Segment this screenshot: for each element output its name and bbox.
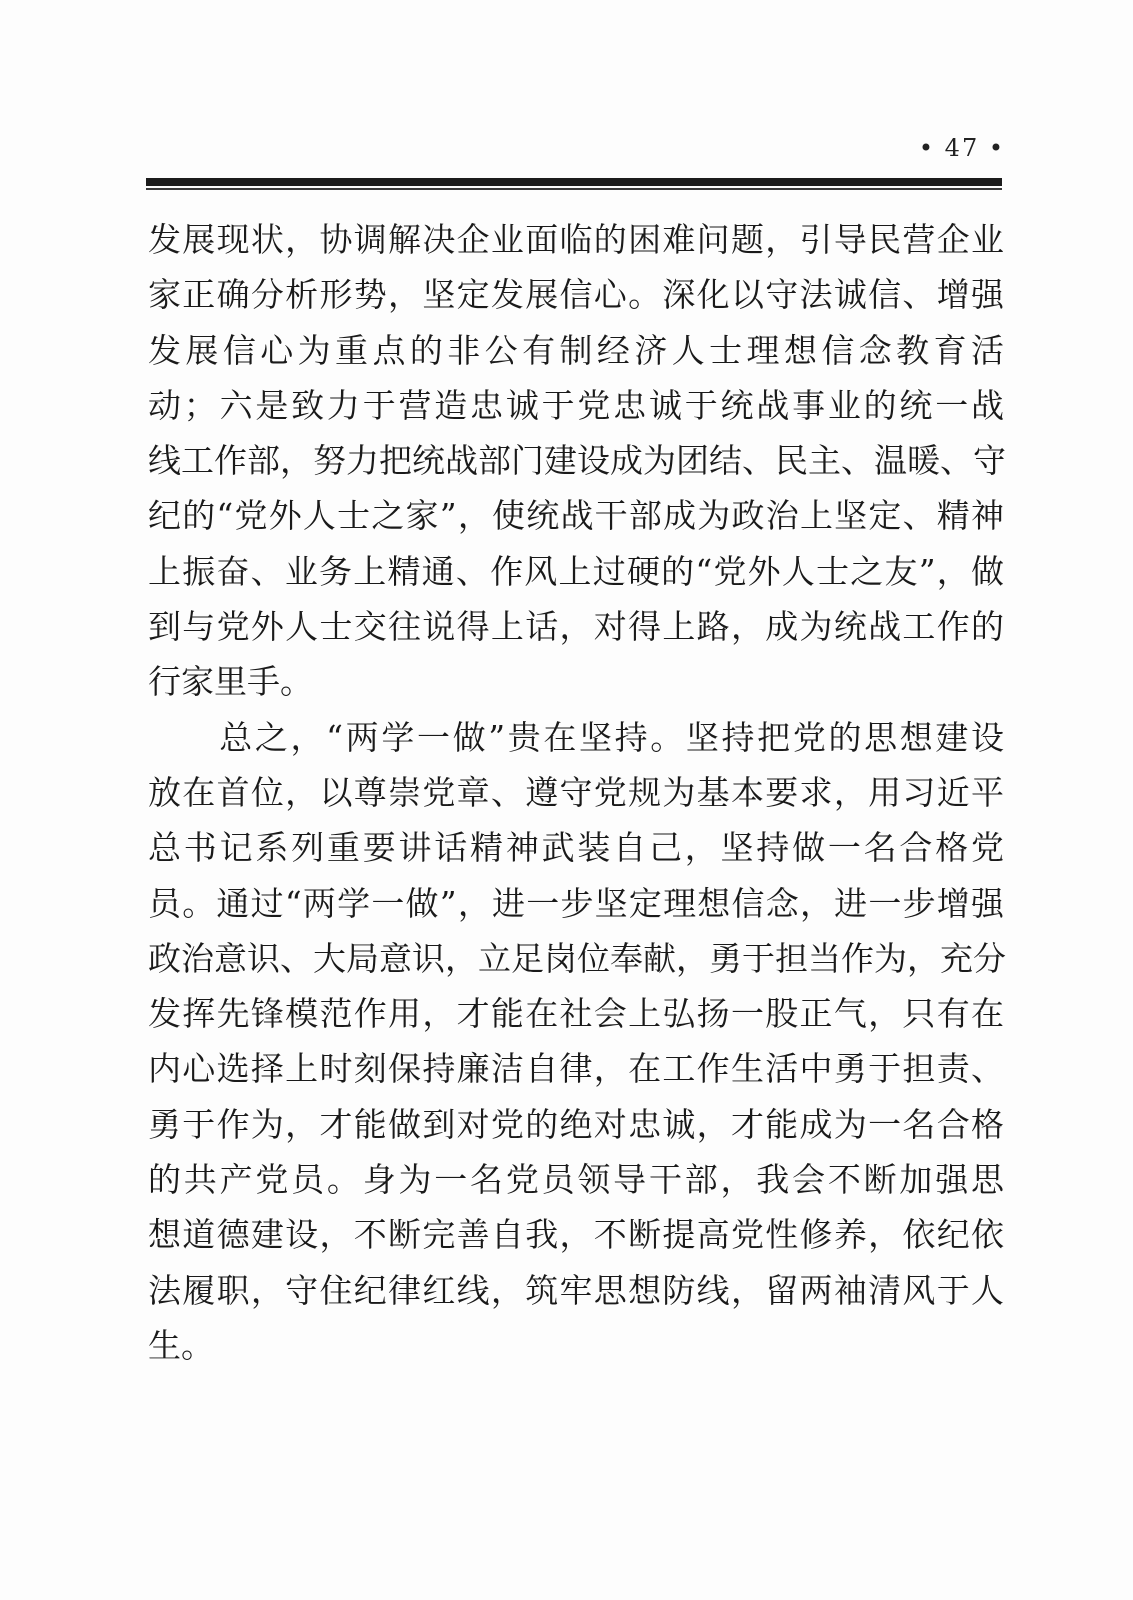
page-number: • 47 •	[918, 134, 1005, 162]
text-line: 行家里手。	[148, 662, 313, 702]
text-line: 的共产党员。身为一名党员领导干部，我会不断加强思	[148, 1160, 1004, 1200]
text-line: 勇于作为，才能做到对党的绝对忠诚，才能成为一名合格	[148, 1104, 1004, 1144]
text-line: 动；六是致力于营造忠诚于党忠诚于统战事业的统一战	[148, 385, 1004, 425]
text-line: 家正确分析形势，坚定发展信心。深化以守法诚信、增强	[148, 275, 1004, 315]
text-line: 员。通过“两学一做”，进一步坚定理想信念，进一步增强	[148, 883, 1004, 923]
text-line: 总书记系列重要讲话精神武装自己，坚持做一名合格党	[148, 828, 1004, 868]
text-line: 线工作部，努力把统战部门建设成为团结、民主、温暖、守	[148, 441, 1006, 481]
body-text	[148, 212, 1004, 1373]
text-line: 放在首位，以尊崇党章、遵守党规为基本要求，用习近平	[148, 772, 1004, 812]
header-rule	[146, 178, 1002, 190]
text-line: 总之，“两学一做”贵在坚持。坚持把党的思想建设	[148, 717, 1004, 757]
header-rule-thin	[146, 188, 1002, 190]
text-line: 发挥先锋模范作用，才能在社会上弘扬一股正气，只有在	[148, 994, 1004, 1034]
text-line: 政治意识、大局意识，立足岗位奉献，勇于担当作为，充分	[148, 938, 1006, 978]
text-line: 生。	[148, 1325, 214, 1365]
text-line: 到与党外人士交往说得上话，对得上路，成为统战工作的	[148, 607, 1004, 647]
text-line: 法履职，守住纪律红线，筑牢思想防线，留两袖清风于人	[148, 1270, 1004, 1310]
text-line: 想道德建设，不断完善自我，不断提高党性修养，依纪依	[148, 1215, 1004, 1255]
header-rule-thick	[146, 178, 1002, 186]
text-line: 纪的“党外人士之家”，使统战干部成为政治上坚定、精神	[148, 496, 1004, 536]
text-line: 发展现状，协调解决企业面临的困难问题，引导民营企业	[148, 220, 1004, 259]
text-line: 内心选择上时刻保持廉洁自律，在工作生活中勇于担责、	[148, 1049, 1004, 1089]
text-line: 上振奋、业务上精通、作风上过硬的“党外人士之友”，做	[148, 551, 1004, 591]
text-line: 发展信心为重点的非公有制经济人士理想信念教育活	[148, 330, 1004, 370]
